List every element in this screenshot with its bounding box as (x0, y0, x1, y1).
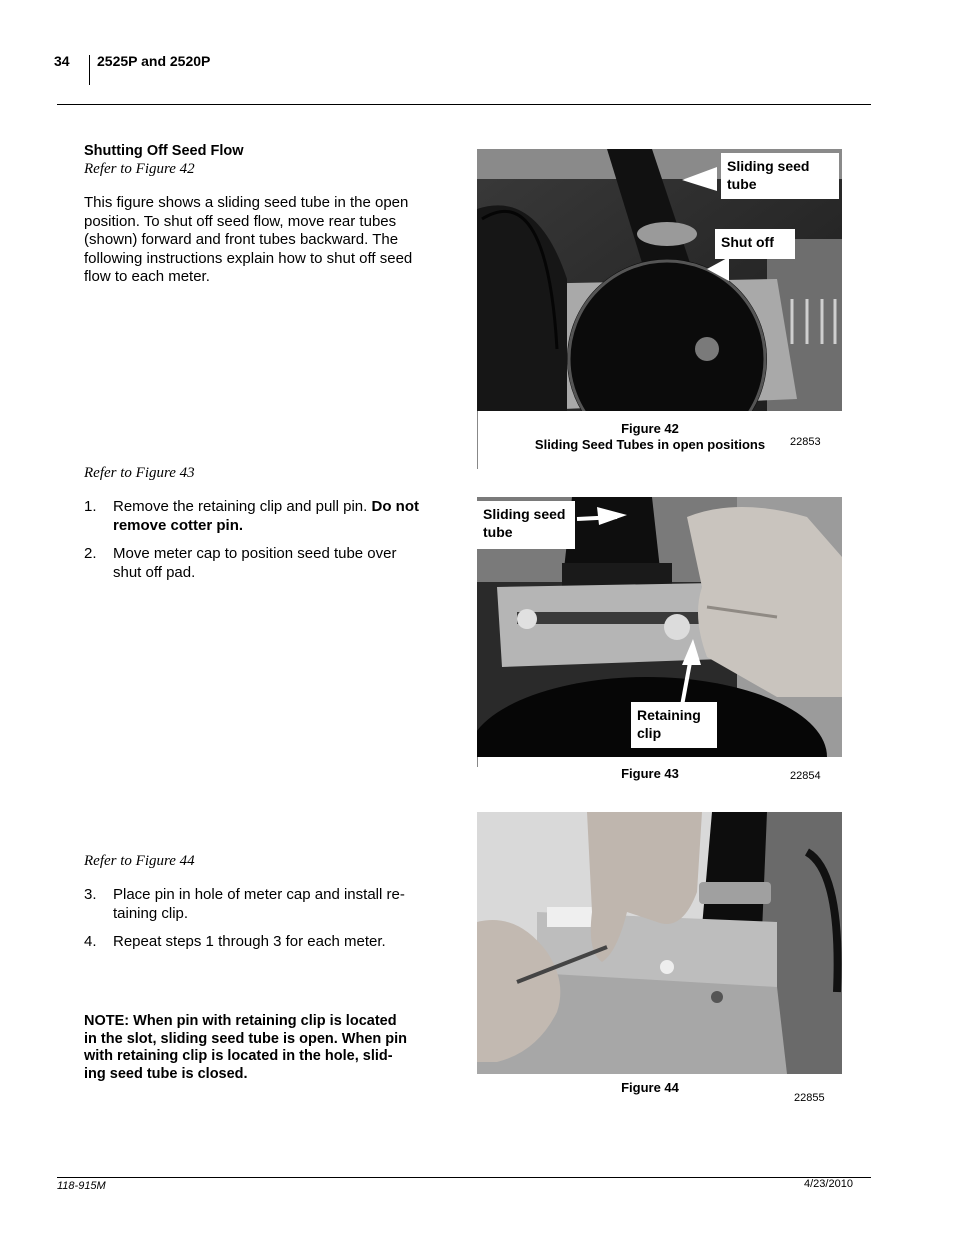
intro-line: position. To shut off seed flow, move rear tubes (84, 212, 397, 230)
step-text: Repeat steps 1 through 3 for each meter. (113, 933, 386, 950)
step-3 (113, 886, 423, 923)
note-line: NOTE: When pin with retaining clip is located (84, 1013, 397, 1029)
step-1 (113, 498, 423, 535)
figure-42-number: 22853 (790, 436, 821, 448)
callout-text: Retaining (637, 707, 701, 723)
step-text: taining clip. (113, 904, 189, 922)
figure-42-caption (520, 421, 780, 452)
document-date: 4/23/2010 (804, 1178, 853, 1190)
step-text: Place pin in hole of meter cap and install re- (113, 886, 405, 903)
step-text: Remove the retaining clip and pull pin. (113, 498, 372, 515)
figure-label: Figure 42 (621, 421, 679, 436)
figure-44-caption: Figure 44 (621, 1080, 679, 1095)
step-2 (113, 545, 423, 582)
callout-text: tube (727, 176, 757, 192)
callout-text: Sliding seed (483, 506, 566, 522)
header-divider (89, 55, 90, 85)
figure-43-photo (477, 497, 842, 757)
step-number: 2. (84, 545, 97, 562)
figure-44-number: 22855 (794, 1092, 825, 1104)
intro-line: flow to each meter. (84, 268, 210, 285)
figure-reference-43: Refer to Figure 43 (84, 465, 195, 481)
figure-reference-42: Refer to Figure 42 (84, 161, 195, 177)
note-line: with retaining clip is located in the hole, slid- (84, 1048, 393, 1064)
figure-reference-44: Refer to Figure 44 (84, 853, 195, 869)
figure-42-photo (477, 149, 842, 411)
step-warning: remove cotter pin. (113, 516, 244, 534)
intro-line: (shown) forward and front tubes backward. The (84, 231, 399, 248)
step-text: Move meter cap to position seed tube over (113, 545, 397, 562)
section-title: Shutting Off Seed Flow (84, 143, 244, 159)
page-header-title: 2525P and 2520P (97, 53, 211, 69)
step-text: shut off pad. (113, 563, 196, 581)
step-number: 3. (84, 886, 97, 903)
callout-retaining-clip (631, 702, 717, 748)
note-line: ing seed tube is closed. (84, 1065, 248, 1082)
callout-text: clip (637, 725, 662, 741)
note-paragraph (84, 1013, 429, 1083)
step-warning: Do not (371, 498, 419, 515)
callout-sliding-seed-tube (721, 153, 839, 199)
intro-line: following instructions explain how to shut off seed (84, 249, 413, 267)
callout-sliding-seed-tube (477, 501, 575, 549)
figure-43-caption: Figure 43 (621, 766, 679, 781)
step-4 (113, 933, 423, 952)
figure-44-photo (477, 812, 842, 1074)
figure-43-number: 22854 (790, 770, 821, 782)
callout-text: Sliding seed (727, 158, 810, 174)
header-rule (57, 104, 871, 105)
footer-rule (57, 1177, 871, 1178)
step-number: 1. (84, 498, 97, 515)
note-line: in the slot, sliding seed tube is open. When pin (84, 1030, 408, 1047)
document-number: 118-915M (57, 1180, 106, 1192)
intro-line: This figure shows a sliding seed tube in the open (84, 194, 409, 211)
callout-text: tube (483, 524, 513, 540)
callout-shut-off: Shut off (715, 229, 795, 259)
figure-title: Sliding Seed Tubes in open positions (534, 437, 766, 452)
intro-paragraph (84, 194, 424, 287)
step-number: 4. (84, 933, 97, 950)
page-number: 34 (54, 53, 70, 69)
